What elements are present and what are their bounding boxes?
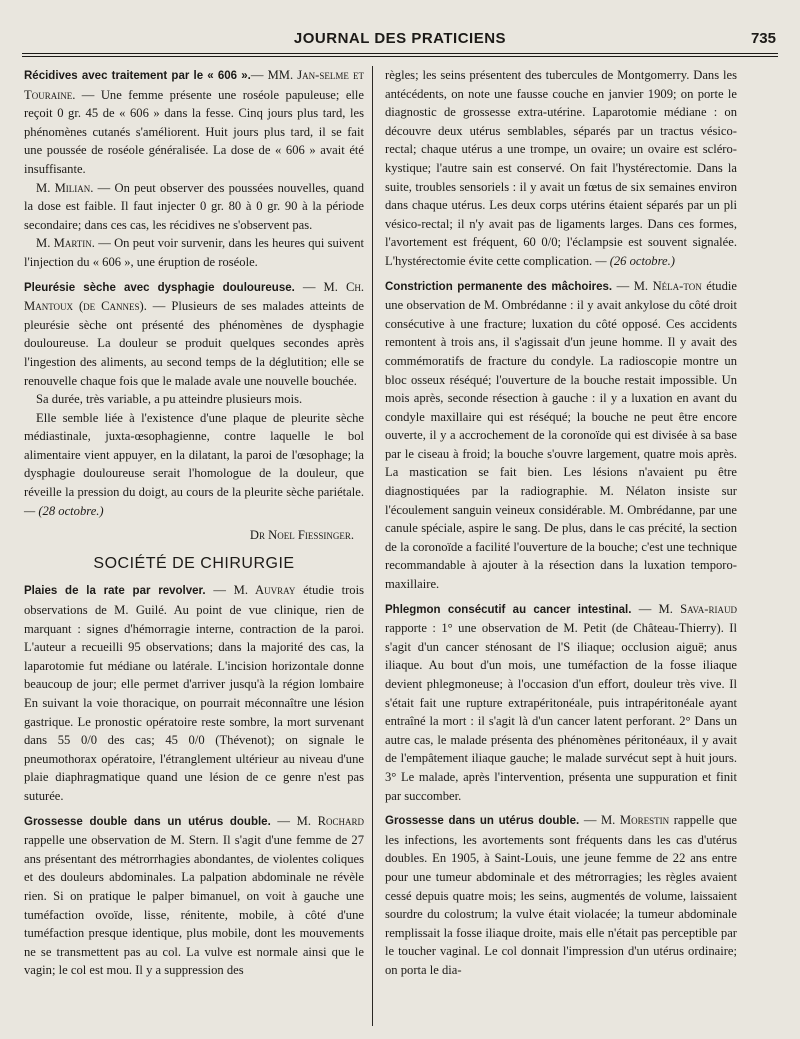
- article-text: rappelle que les infections, les avortements sont fréquents dans les cas d'utérus doubles. En 1905, à Saint-Louis, une jeune femme de 22 ans entre pour une tumeur abdominale et des métrorragies; les règles avaient cessé depuis quatre mois; les seins, augmentés de volume, laissaient sourdre du colostrum; la vulve était violacée; la tumeur abdominale remplissait la fosse iliaque droite, mais elle n'était pas perceptible par le toucher vaginal. Le col donnait l'impression d'un utérus ordinaire; on porta le dia-: [385, 813, 737, 977]
- speaker: — M. Ch. Mantoux (de Cannes).: [24, 279, 364, 314]
- article-continuation: [385, 66, 737, 271]
- article-heading: Constriction permanente des mâchoires.: [385, 280, 613, 293]
- article-heading: Grossesse double dans un utérus double.: [24, 815, 271, 828]
- article-heading: Plaies de la rate par revolver.: [24, 585, 206, 598]
- page-header: [22, 30, 778, 50]
- date: — (26 octobre.): [595, 253, 675, 268]
- journal-title: JOURNAL DES PRATICIENS: [293, 30, 507, 47]
- speaker: M. Martin.: [36, 236, 95, 251]
- article-text: étudie une observation de M. Ombrédanne : il y avait ankylose du côté droit consécutive à une fracture; luxation du côté opposé. Ces accidents remontent à trois ans, il s'agissait d'un jeune homme. Il y avait des commémoratifs de fracture du condyle. La radioscopie montre un bloc osseux réséqué; l'ouverture de la bouche restait impossible. Un mois après, seconde résection à gauche : il y a luxation en avant du condyle maxillaire qui est réséqué; la bouche ne peut être encore ouverte, il y a accrochement de la coronoïde qui est divisée à sa base par le ciseau à froid; la bouche s'ouvre largement, quatre mois après. La mastication se fait bien. Les lésions n'avaient pu être diagnostiquées par la radiographie. M. Nélaton insiste sur l'écoulement sanguin veineux considérable. M. Ombrédanne, par une canule spéciale, aspire le sang. De plus, dans le cas précité, la section de la coronoïde a facilité l'ouverture de la bouche; c'est une technique recommandable à ajouter à la résection dans la luxation temporo-maxillaire.: [385, 278, 737, 592]
- article-text: étudie trois observations de M. Guilé. Au point de vue clinique, rien de marquant : signes d'hémorragie interne, contraction de la paroi. L'auteur a recueilli 95 observations; dans la majorité des cas, la laparotomie fut médiane ou latérale. L'incision horizontale donne beaucoup de jour; elle permet d'arriver jusqu'à la région lombaire En suivant la voie thoracique, on pourrait méconnaître une lésion gastrique. Le pronostic opératoire reste sombre, la mort survenant dans 55 0/0 des cas; 45 0/0 (Thévenot); on signale le pneumothorax opératoire, l'étranglement ultérieur au niveau d'une plaie diaphragmatique quand une lésion de ce genre n'est pas suturée.: [24, 583, 364, 803]
- article-text: — Une femme présente une roséole papuleuse; elle reçoit 0 gr. 45 de « 606 » dans la fesse. Cinq jours plus tard, les phénomènes cutanés s'améliorent. Huit jours plus tard, il se fait une poussée de roséole généralisée. La dose de « 606 » avait été insuffisante.: [24, 87, 364, 176]
- paragraph: [24, 409, 364, 521]
- column-divider: [372, 66, 373, 1026]
- speaker: — M. Rochard: [277, 813, 364, 828]
- article-grossesse: [385, 811, 737, 979]
- article-text: rapporte : 1° une observation de M. Petit (de Château-Thierry). Il s'agit d'un cancer sténosant de l'S iliaque; occlusion aiguë; anus iliaque. Au bout d'un mois, une tuméfaction de la fosse iliaque devient phlegmoneuse; à l'occasion d'un effort, douleur très vive. Il s'était fait une rupture extrapéritonéale, puis intrapéritonéale ayant entraîné la mort : il s'agit là d'un cancer latent perforant. 2° Dans un autre cas, le malade présenta des phénomènes péritonéaux, il y avait de l'empâtement iliaque gauche; le malade survécut sept à huit jours. 3° Le malade, après l'intervention, présenta une suppuration et finit par succomber.: [385, 621, 737, 803]
- article-text: — Plusieurs de ses malades atteints de pleurésie sèche ont présenté des phénomènes de dysphagie douloureuse. La douleur se produit quelques secondes après l'ingestion des aliments, au second temps de la déglutition; elle se renouvelle chaque fois que le malade avale une nouvelle bouchée.: [24, 299, 365, 388]
- article-constriction: [385, 277, 737, 594]
- article-heading: Pleurésie sèche avec dysphagie douloureuse.: [24, 281, 295, 294]
- article-grossesse-double: [24, 812, 364, 980]
- header-rule-thin: [22, 56, 778, 57]
- speaker: — M. Sava-riaud: [638, 601, 737, 616]
- right-column: [385, 66, 737, 980]
- page-number: 735: [750, 30, 776, 47]
- article-heading: Récidives avec traitement par le « 606 ».: [24, 70, 251, 82]
- speaker: M. Milian.: [36, 180, 94, 195]
- speaker: — M. Néla-ton: [616, 278, 702, 293]
- article-pleuresie: [24, 278, 364, 391]
- article-recidives: Récidives avec traitement par le « 606 ».— MM. Jan-selme et Touraine. — Une femme présente une roséole papuleuse; elle reçoit 0 gr. 45 de « 606 » dans la fesse. Cinq jours plus tard, les phénomènes cutanés s'améliorent. Huit jours plus tard, il se fait une poussée de roséole généralisée. La dose de « 606 » avait été insuffisante.: [24, 68, 364, 176]
- paragraph-text: Elle semble liée à l'existence d'une plaque de pleurite sèche médiastinale, juxta-œsophagienne, contre laquelle le bol alimentaire vient appuyer, en la dilatant, la paroi de l'œsophage; la dysphagie douloureuse serait l'homologue de la douleur, que réveille la pression du doigt, au cours de la pleurite sèche pariétale.: [24, 410, 364, 500]
- article-plaies-rate: [24, 581, 364, 805]
- section-title: SOCIÉTÉ DE CHIRURGIE: [93, 554, 295, 572]
- paragraph: [24, 179, 364, 235]
- speaker: MM. Jan-selme et Touraine.: [24, 68, 364, 102]
- speaker: — M. Auvray: [213, 583, 296, 598]
- article-heading: Phlegmon consécutif au cancer intestinal.: [385, 603, 632, 616]
- paragraph-text: — On peut observer des poussées nouvelles, quand la dose est faible. Il faut injecter 0 gr. 80 à 0 gr. 90 à la période secondaire; dans ces cas, les récidives ne s'observent pas.: [24, 180, 364, 232]
- speaker: — M. Morestin: [583, 813, 670, 828]
- left-column: [24, 66, 364, 980]
- date: — (28 octobre.): [24, 503, 104, 518]
- author-signature: Dr Noel Fiessinger.: [249, 528, 354, 543]
- article-heading: Grossesse dans un utérus double.: [385, 815, 580, 828]
- paragraph: Sa durée, très variable, a pu atteindre plusieurs mois.: [36, 392, 303, 407]
- article-phlegmon: [385, 600, 737, 806]
- article-text: rappelle une observation de M. Stern. Il s'agit d'une femme de 27 ans présentant des métrorrhagies abondantes, de violentes coliques et des douleurs abdominales. La palpation abdominale ne révèle rien. Si on pratique le palper bimanuel, on voit à gauche une tuméfaction ovoïde, lisse, rénitente, mobile, à côté d'une tuméfaction presque identique, plus mobile, dont les mouvements ne se transmettent pas au col. La vulve est normale ainsi que le vagin; le col est mou. Il y a suppression des: [24, 833, 364, 978]
- header-rule: [22, 53, 778, 54]
- article-text: règles; les seins présentent des tubercules de Montgomerry. Dans les antécédents, on note une fausse couche en janvier 1909; on porte le diagnostic de grossesse extra-utérine. Laparotomie médiane : on découvre deux utérus semblables, séparés par un tractus vésico-rectal; chaque utérus a une trompe, un ovaire; un ovaire est scléro-kystique; l'autre sain est conservé. On fait l'hystérectomie. Dans la suite, troubles sensoriels : il y avait un fœtus de six semaines environ dans chaque utérus. Les deux corps utérins étaient séparés par un pli vésico-rectal; il n'y avait pas de ligaments larges. Dans ces formes, l'avortement est fréquent, 60 0/0; l'éclampsie est souvent signalée. L'hystérectomie évite cette complication.: [385, 68, 737, 268]
- paragraph-text: — On peut voir survenir, dans les heures qui suivent l'injection du « 606 », une éruption de roséole.: [24, 236, 364, 269]
- paragraph: [24, 234, 364, 271]
